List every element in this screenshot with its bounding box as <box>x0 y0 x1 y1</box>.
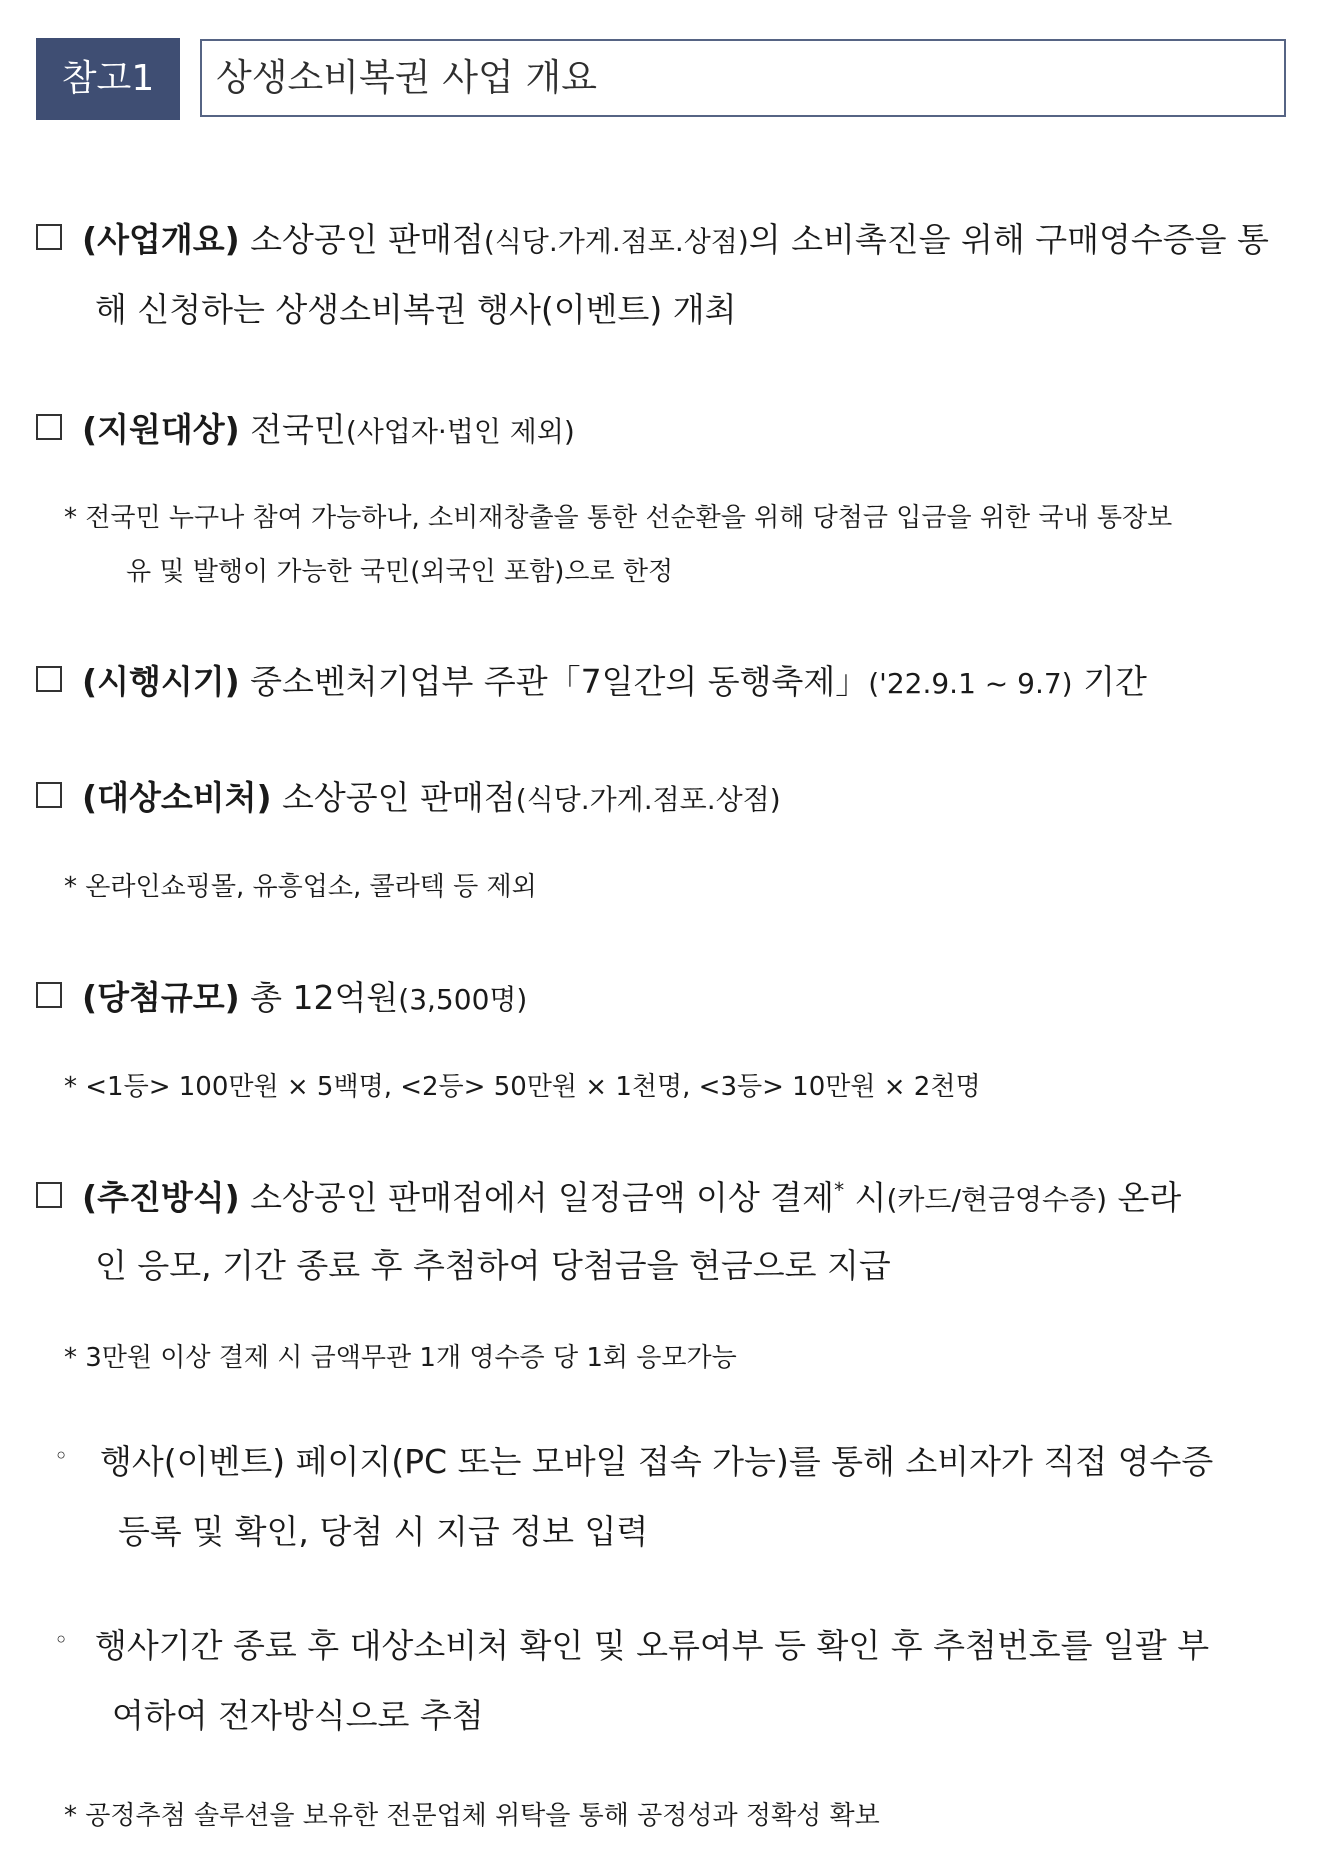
item-heading: (대상소비처) <box>82 778 272 817</box>
bullet-line-1: 행사(이벤트) 페이지(PC 또는 모바일 접속 가능)를 통해 소비자가 직접 영수증 <box>100 1442 1214 1481</box>
checkbox-icon <box>36 666 62 692</box>
section-header <box>36 38 1288 120</box>
checkbox-icon <box>36 224 62 250</box>
footnote-mark: * <box>834 1178 845 1202</box>
item-text-small: (사업자·법인 제외) <box>345 415 575 448</box>
item-line-1 <box>82 214 1269 261</box>
item-text-small: (카드/현금영수증) <box>886 1183 1108 1216</box>
item-line-1 <box>82 972 527 1019</box>
item-heading: (추진방식) <box>82 1178 240 1217</box>
item-text-small: (식당.가게.점포.상점) <box>483 225 749 258</box>
item-heading: (당첨규모) <box>82 978 240 1017</box>
item-text: 중소벤처기업부 주관「7일간의 동행축제」 <box>239 662 869 701</box>
checkbox-icon <box>36 1182 62 1208</box>
bullet-line-2: 등록 및 확인, 당첨 시 지급 정보 입력 <box>118 1512 649 1551</box>
title-box <box>200 39 1286 117</box>
item-text-mid: 시 <box>844 1178 887 1217</box>
item-text: 전국민 <box>239 410 346 449</box>
item-line-2: 인 응모, 기간 종료 후 추첨하여 당첨금을 현금으로 지급 <box>95 1246 891 1285</box>
item-text: 소상공인 판매점 <box>271 778 516 817</box>
bullet-circle-icon: ◦ <box>54 1442 69 1470</box>
item-text-end: 의 소비촉진을 위해 구매영수증을 통 <box>748 220 1269 259</box>
item-text: 소상공인 판매점에서 일정금액 이상 결제 <box>239 1178 835 1217</box>
bullet-line-2: 여하여 전자방식으로 추첨 <box>112 1696 484 1735</box>
item-line-2: 해 신청하는 상생소비복권 행사(이벤트) 개최 <box>95 290 737 329</box>
item-text-small: ('22.9.1 ~ 9.7) <box>868 667 1073 700</box>
item-text-small: (식당.가게.점포.상점) <box>515 783 781 816</box>
note-line: * 온라인쇼핑몰, 유흥업소, 콜라텍 등 제외 <box>64 872 537 902</box>
item-text-end: 기간 <box>1072 662 1147 701</box>
checkbox-icon <box>36 982 62 1008</box>
item-line-1 <box>82 656 1147 703</box>
page-title: 상생소비복권 사업 개요 <box>216 56 597 99</box>
note-line: * <1등> 100만원 × 5백명, <2등> 50만원 × 1천명, <3등> 10만원 × 2천명 <box>64 1072 981 1102</box>
checkbox-icon <box>36 414 62 440</box>
item-text-small: (3,500명) <box>398 983 528 1016</box>
item-text-end: 온라 <box>1107 1178 1182 1217</box>
note-line: 유 및 발행이 가능한 국민(외국인 포함)으로 한정 <box>126 557 674 587</box>
bullet-circle-icon: ◦ <box>54 1626 69 1654</box>
item-line-1 <box>82 772 781 819</box>
item-line-1 <box>82 404 575 451</box>
note-line: * 전국민 누구나 참여 가능하나, 소비재창출을 통한 선순환을 위해 당첨금 입금을 위한 국내 통장보 <box>64 503 1173 533</box>
note-line: * 공정추첨 솔루션을 보유한 전문업체 위탁을 통해 공정성과 정확성 확보 <box>64 1801 880 1831</box>
item-text: 총 12억원 <box>239 978 399 1017</box>
note-line: * 3만원 이상 결제 시 금액무관 1개 영수증 당 1회 응모가능 <box>64 1343 737 1373</box>
item-text: 소상공인 판매점 <box>239 220 484 259</box>
reference-tag: 참고1 <box>36 38 180 120</box>
bullet-line-1: 행사기간 종료 후 대상소비처 확인 및 오류여부 등 확인 후 추첨번호를 일괄 부 <box>95 1626 1210 1665</box>
item-heading: (사업개요) <box>82 220 240 259</box>
checkbox-icon <box>36 782 62 808</box>
item-heading: (시행시기) <box>82 662 240 701</box>
item-line-1 <box>82 1172 1181 1219</box>
item-heading: (지원대상) <box>82 410 240 449</box>
